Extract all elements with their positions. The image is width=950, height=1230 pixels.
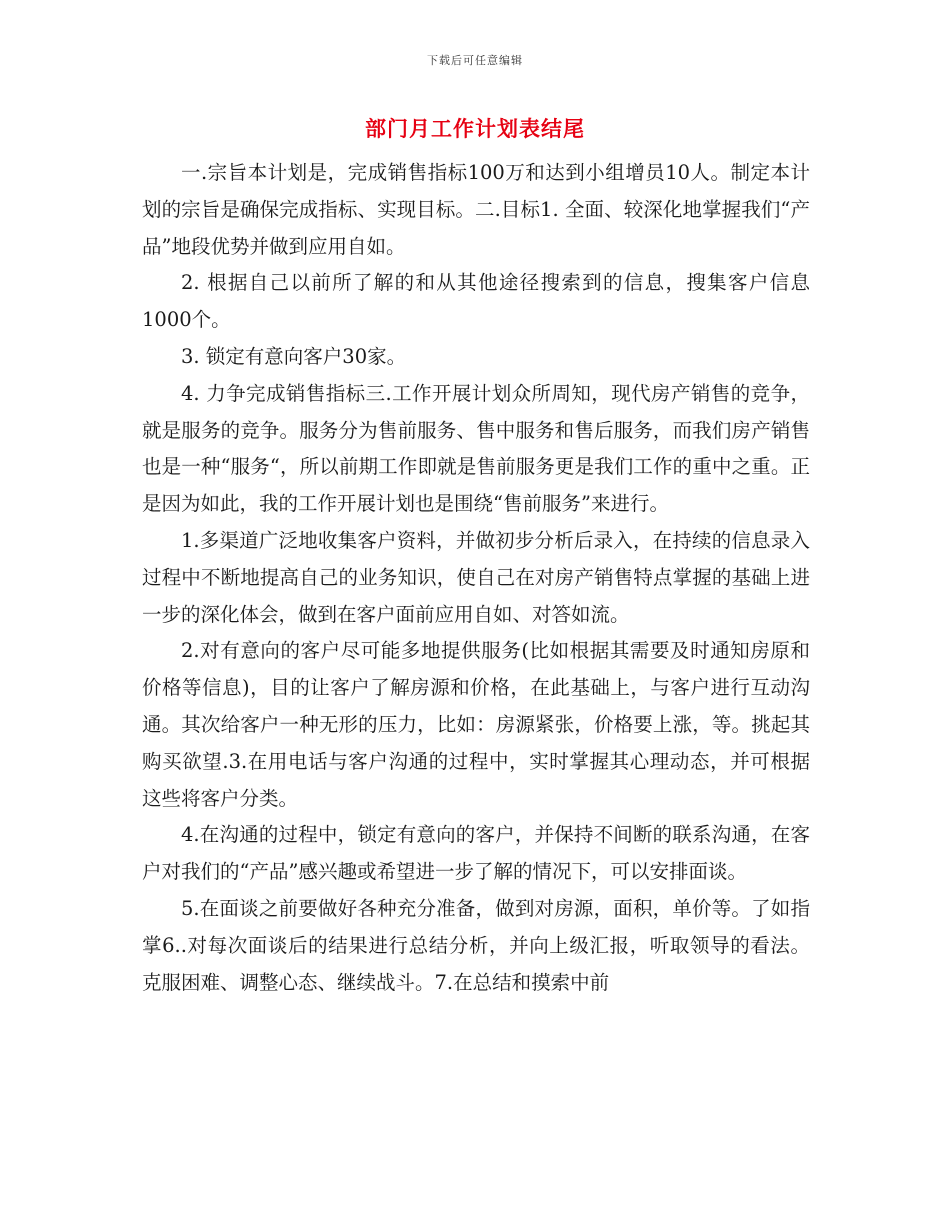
paragraph: 一.宗旨本计划是，完成销售指标100万和达到小组增员10人。制定本计划的宗旨是确保完成指标、实现目标。二.目标1. 全面、较深化地掌握我们“产品”地段优势并做到应用自如。 bbox=[142, 161, 810, 258]
paragraph: 3. 锁定有意向客户30家。 bbox=[181, 344, 407, 368]
paragraph: 2.对有意向的客户尽可能多地提供服务(比如根据其需要及时通知房原和价格等信息)，目的让客户了解房源和价格，在此基础上，与客户进行互动沟通。其次给客户一种无形的压力，比如：房源紧张，价格要上涨，等。挑起其购买欲望.3.在用电话与客户沟通的过程中，实时掌握其心理动态，并可根据这些将客户分类。 bbox=[142, 639, 810, 810]
paragraph: 2. 根据自己以前所了解的和从其他途径搜索到的信息，搜集客户信息1000个。 bbox=[142, 271, 810, 332]
paragraph: 5.在面谈之前要做好各种充分准备，做到对房源，面积，单价等。了如指掌6..对每次面谈后的结果进行总结分析，并向上级汇报，听取领导的看法。克服困难、调整心态、继续战斗。7.在总结和摸索中前 bbox=[142, 896, 810, 994]
header-note: 下载后可任意编辑 bbox=[427, 54, 523, 67]
paragraph: 4.在沟通的过程中，锁定有意向的客户，并保持不间断的联系沟通，在客户对我们的“产品”感兴趣或希望进一步了解的情况下，可以安排面谈。 bbox=[142, 823, 810, 884]
document-title: 部门月工作计划表结尾 bbox=[365, 116, 585, 141]
paragraph: 1.多渠道广泛地收集客户资料，并做初步分析后录入，在持续的信息录入过程中不断地提高自己的业务知识，使自己在对房产销售特点掌握的基础上进一步的深化体会，做到在客户面前应用自如、对答如流。 bbox=[142, 528, 810, 626]
paragraph: 4. 力争完成销售指标三.工作开展计划众所周知，现代房产销售的竞争，就是服务的竞争。服务分为售前服务、售中服务和售后服务，而我们房产销售也是一种“服务“，所以前期工作即就是售前服务更是我们工作的重中之重。正是因为如此，我的工作开展计划也是围绕“售前服务”来进行。 bbox=[142, 381, 810, 516]
document-body bbox=[142, 155, 810, 1001]
